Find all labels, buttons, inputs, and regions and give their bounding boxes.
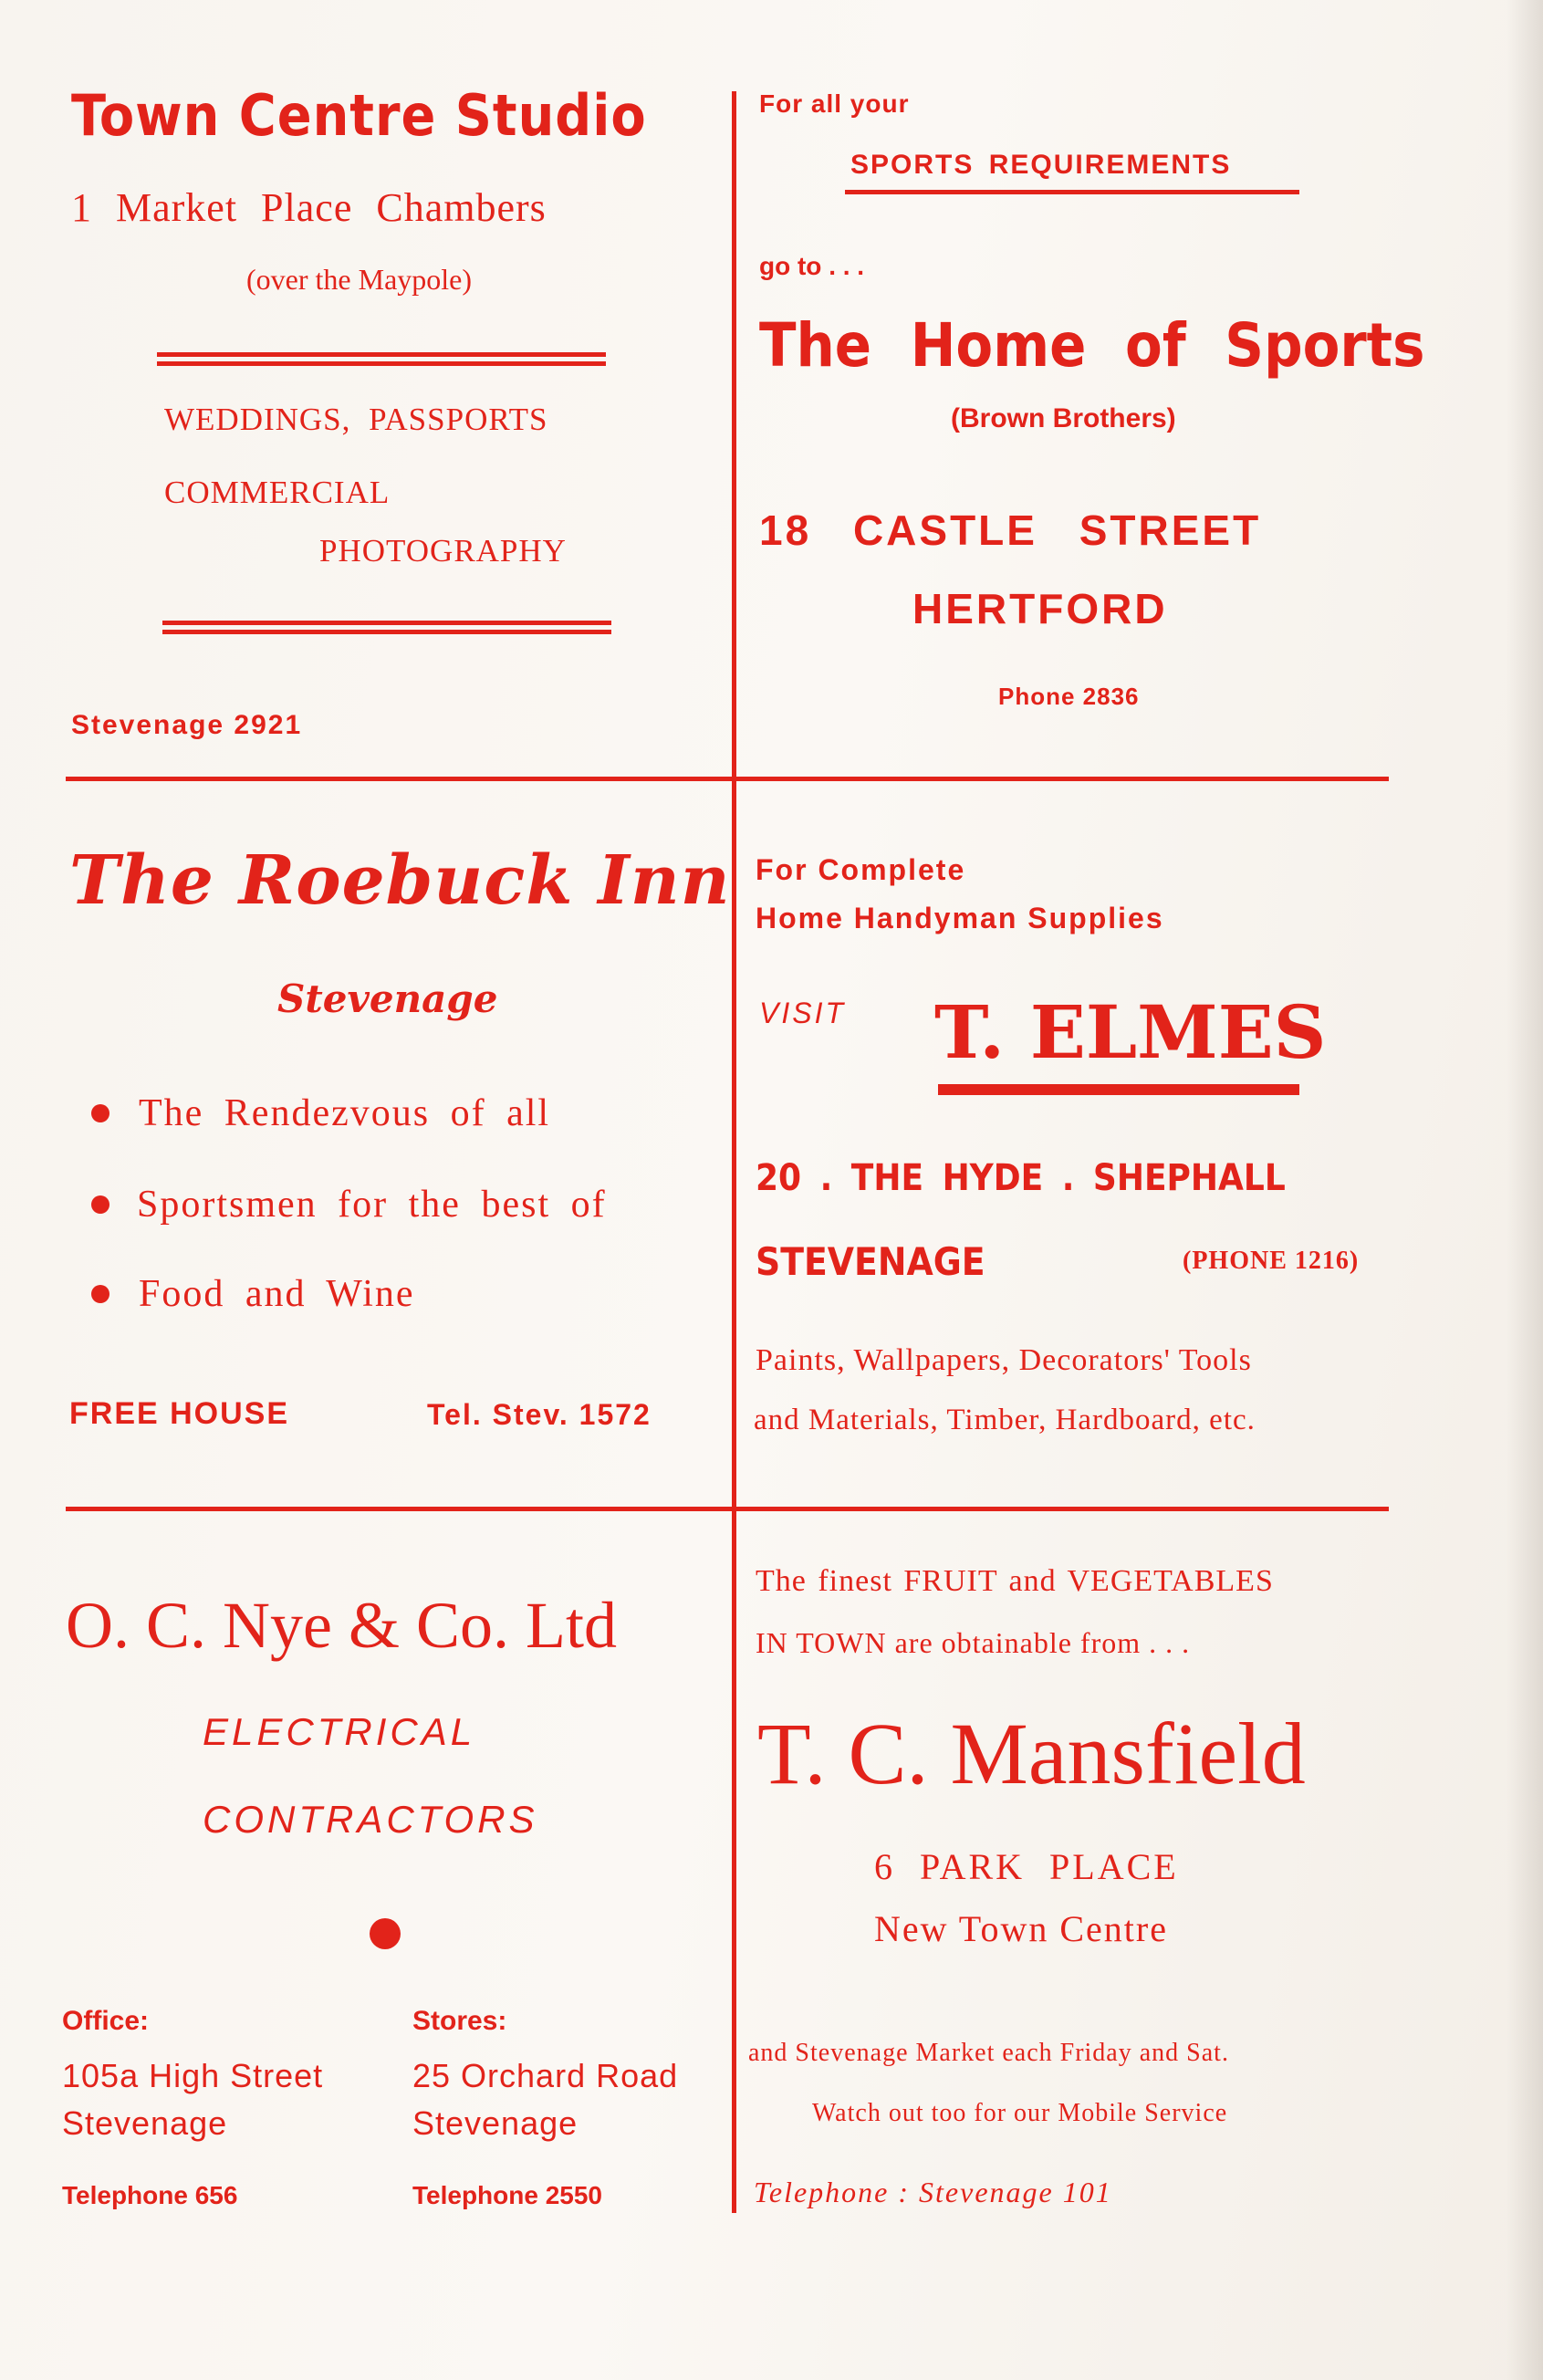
sports-requirements: SPORTS REQUIREMENTS	[850, 150, 1232, 180]
sports-sub: (Brown Brothers)	[951, 403, 1176, 433]
nye-dot	[370, 1918, 401, 1949]
roebuck-bullet-2	[91, 1195, 109, 1214]
elmes-address: 20 . THE HYDE . SHEPHALL	[756, 1157, 1286, 1199]
roebuck-bullet-text-1: The Rendezvous of all	[139, 1092, 551, 1134]
roebuck-bullet-1	[91, 1104, 109, 1122]
sports-goto: go to . . .	[759, 252, 865, 280]
roebuck-name: The Roebuck Inn	[69, 841, 731, 920]
studio-service-2: COMMERCIAL	[164, 475, 391, 510]
nye-stores-label: Stores:	[412, 2006, 507, 2036]
nye-office-label: Office:	[62, 2006, 150, 2036]
page-edge-shadow	[1507, 0, 1543, 2380]
elmes-line-2: Home Handyman Supplies	[756, 902, 1164, 934]
vertical-divider	[732, 91, 736, 2213]
studio-note: (over the Maypole)	[246, 263, 473, 296]
mansfield-mobile: Watch out too for our Mobile Service	[812, 2099, 1228, 2127]
mansfield-phone: Telephone : Stevenage 101	[754, 2176, 1112, 2208]
horizontal-divider-top	[66, 777, 1389, 781]
mansfield-name: T. C. Mansfield	[757, 1705, 1306, 1802]
elmes-desc-1: Paints, Wallpapers, Decorators' Tools	[756, 1343, 1252, 1377]
roebuck-bullet-text-2: Sportsmen for the best of	[137, 1184, 607, 1226]
sports-name: The Home of Sports	[759, 310, 1425, 381]
mansfield-intro-2: IN TOWN are obtainable from . . .	[756, 1626, 1191, 1659]
nye-stores-tel: Telephone 2550	[412, 2181, 603, 2209]
elmes-visit: VISIT	[759, 997, 847, 1029]
mansfield-intro-1: The finest FRUIT and VEGETABLES	[756, 1564, 1274, 1598]
elmes-phone: (PHONE 1216)	[1183, 1247, 1360, 1275]
nye-office-addr-1: 105a High Street	[62, 2057, 324, 2094]
studio-service-3: PHOTOGRAPHY	[319, 533, 567, 569]
roebuck-bullet-text-3: Food and Wine	[139, 1273, 415, 1315]
mansfield-addr-1: 6 PARK PLACE	[874, 1846, 1179, 1887]
nye-stores-addr-2: Stevenage	[412, 2104, 579, 2142]
nye-line-1: ELECTRICAL	[203, 1710, 476, 1753]
roebuck-free-house: FREE HOUSE	[69, 1396, 290, 1431]
studio-service-1: WEDDINGS, PASSPORTS	[164, 402, 548, 437]
studio-rule-top	[157, 352, 606, 366]
studio-name: Town Centre Studio	[71, 82, 647, 149]
nye-line-2: CONTRACTORS	[203, 1798, 538, 1841]
elmes-name: T. ELMES	[934, 989, 1327, 1075]
studio-phone: Stevenage 2921	[71, 710, 303, 740]
studio-rule-bottom	[162, 621, 611, 634]
roebuck-place: Stevenage	[277, 976, 498, 1021]
sports-requirements-underline	[845, 190, 1299, 194]
sports-phone: Phone 2836	[998, 683, 1140, 710]
mansfield-market: and Stevenage Market each Friday and Sat.	[748, 2039, 1229, 2067]
sports-intro: For all your	[759, 89, 910, 118]
horizontal-divider-bottom	[66, 1507, 1389, 1511]
roebuck-tel: Tel. Stev. 1572	[427, 1398, 652, 1431]
elmes-line-1: For Complete	[756, 853, 966, 886]
mansfield-addr-2: New Town Centre	[874, 1908, 1168, 1949]
nye-office-addr-2: Stevenage	[62, 2104, 228, 2142]
nye-office-tel: Telephone 656	[62, 2181, 238, 2209]
studio-address: 1 Market Place Chambers	[71, 185, 547, 230]
elmes-underline	[938, 1084, 1299, 1095]
nye-stores-addr-1: 25 Orchard Road	[412, 2057, 679, 2094]
elmes-town: STEVENAGE	[756, 1239, 985, 1284]
nye-name: O. C. Nye & Co. Ltd	[66, 1589, 617, 1662]
sports-town: HERTFORD	[912, 585, 1168, 632]
roebuck-bullet-3	[91, 1285, 109, 1303]
sports-street: 18 CASTLE STREET	[759, 506, 1262, 554]
elmes-desc-2: and Materials, Timber, Hardboard, etc.	[754, 1404, 1256, 1436]
